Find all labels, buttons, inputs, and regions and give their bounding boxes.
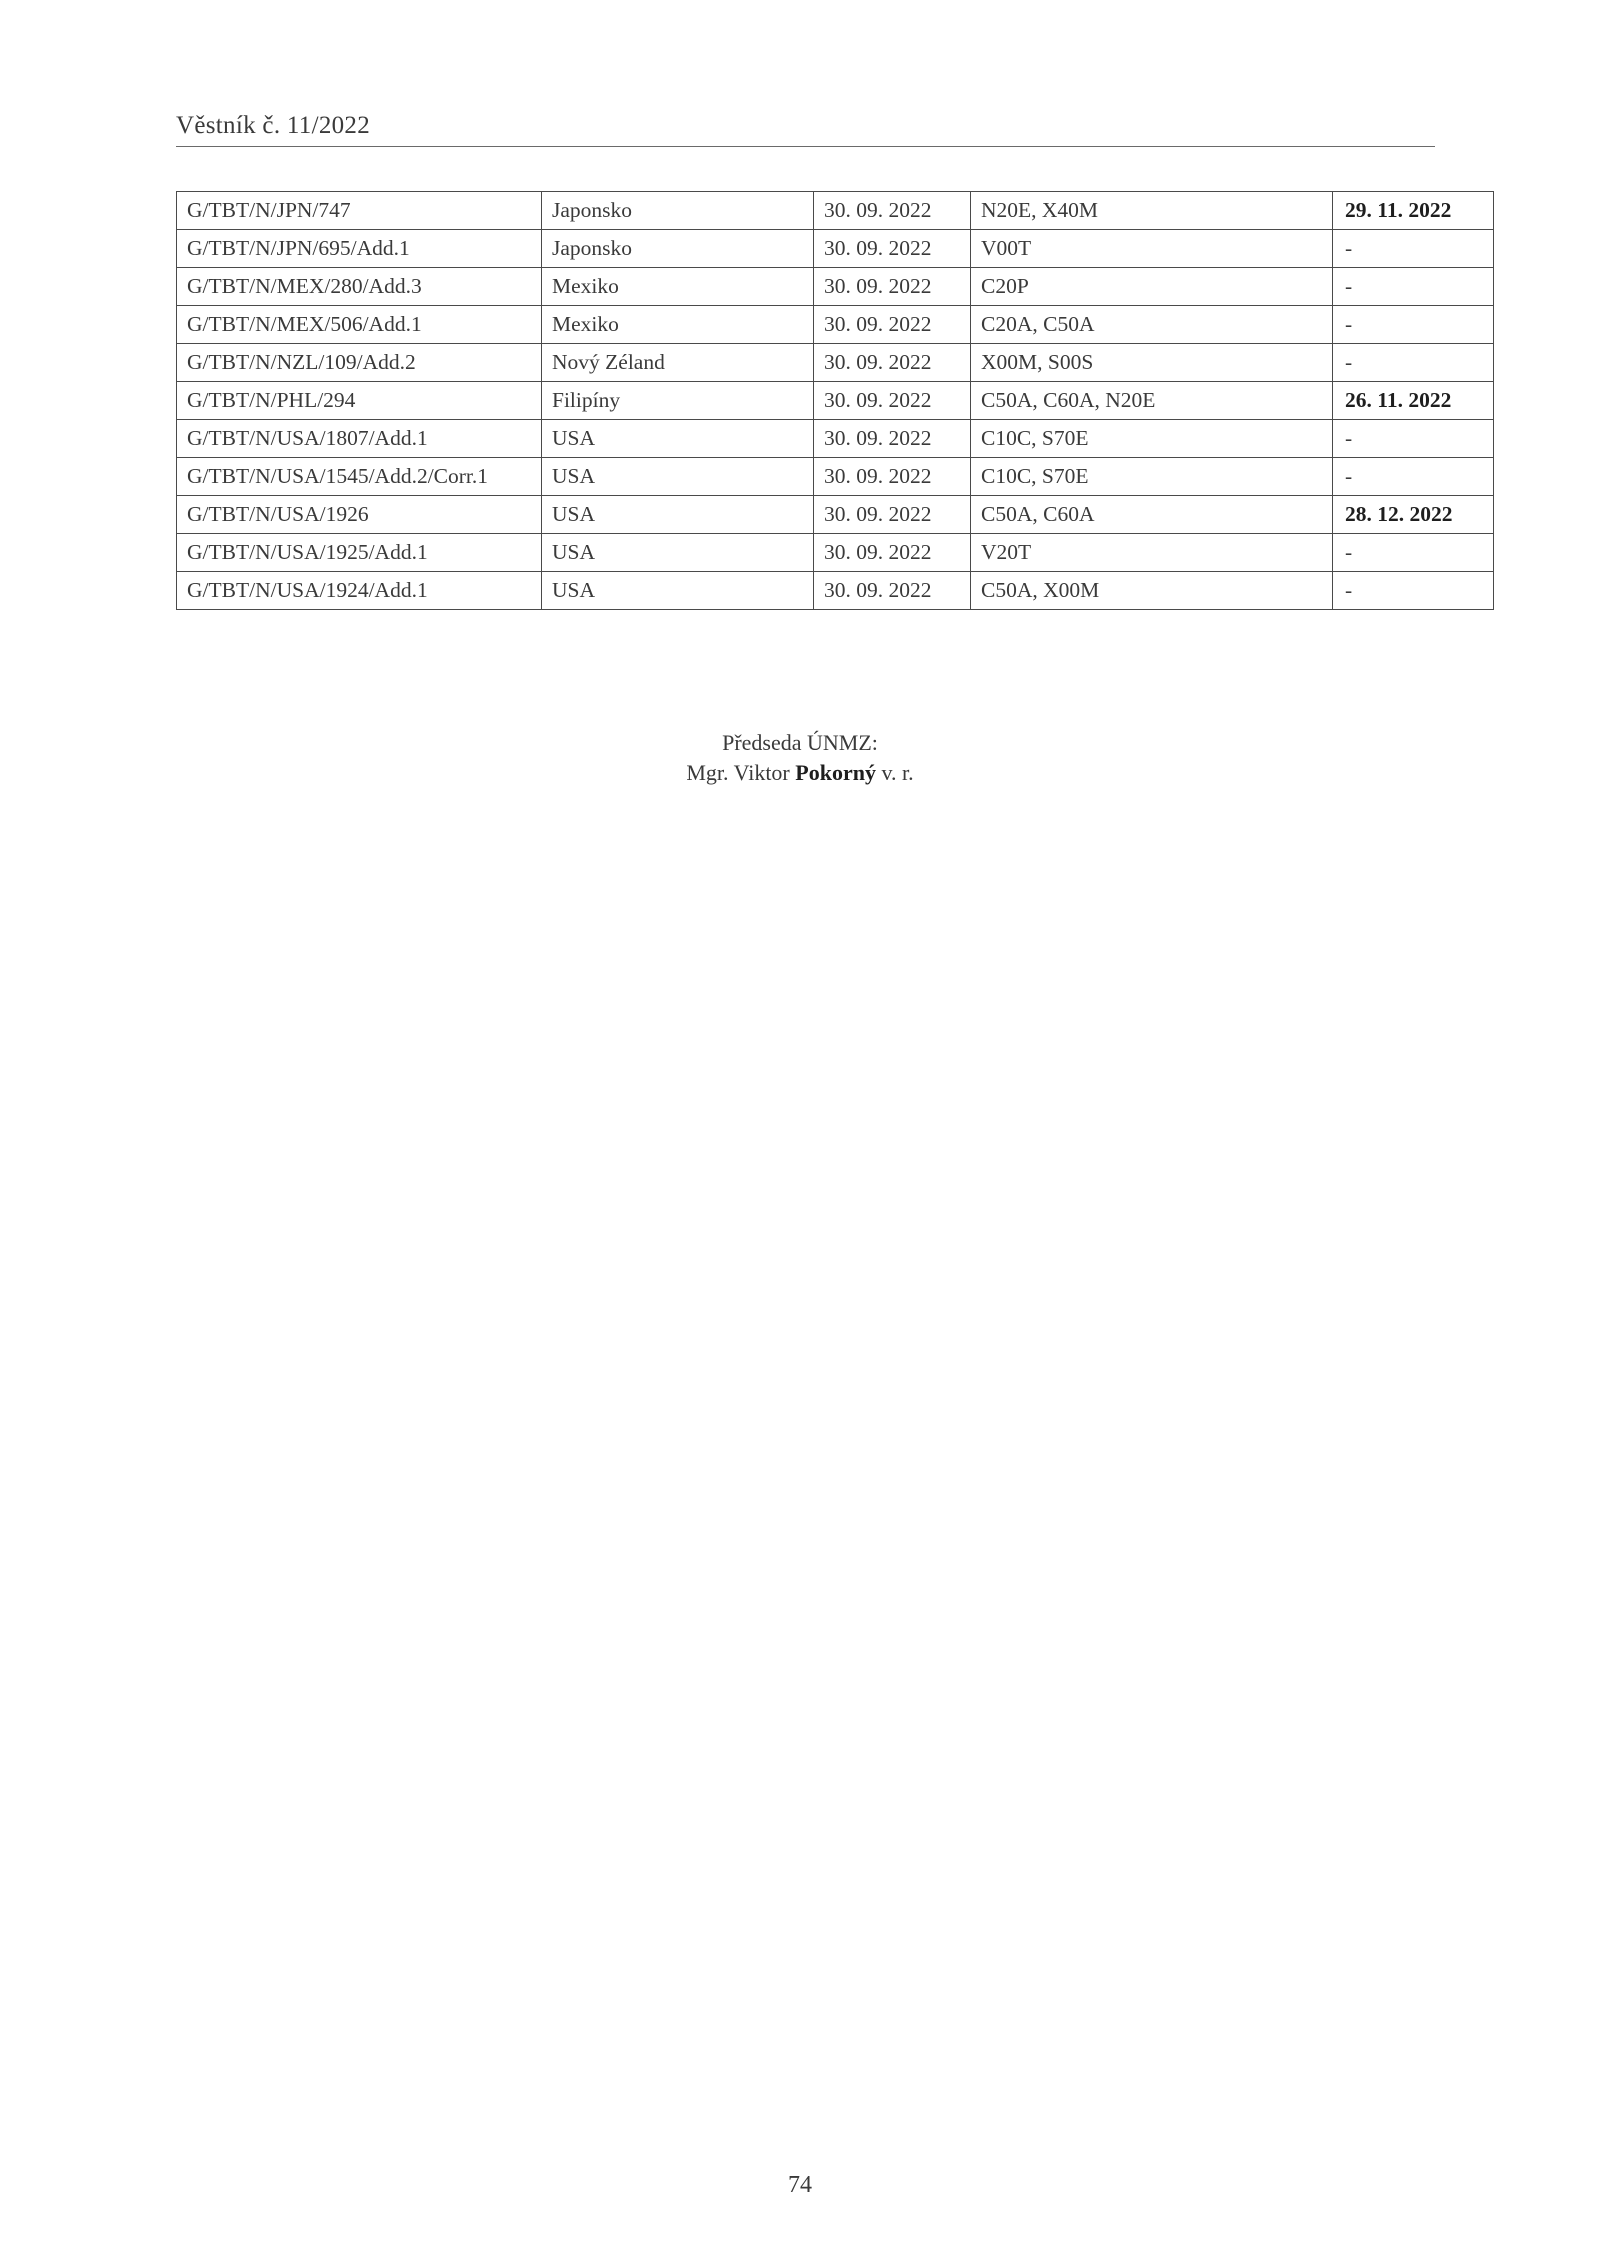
- name-suffix: v. r.: [881, 760, 914, 785]
- notification-code: G/TBT/N/USA/1807/Add.1: [177, 420, 542, 458]
- date: 30. 09. 2022: [814, 496, 971, 534]
- date: 30. 09. 2022: [814, 306, 971, 344]
- comment-deadline: -: [1333, 572, 1494, 610]
- date: 30. 09. 2022: [814, 458, 971, 496]
- date: 30. 09. 2022: [814, 192, 971, 230]
- country: Mexiko: [542, 268, 814, 306]
- comment-deadline: -: [1333, 230, 1494, 268]
- notification-code: G/TBT/N/PHL/294: [177, 382, 542, 420]
- notification-table: [176, 191, 1494, 610]
- comment-deadline: -: [1333, 268, 1494, 306]
- table-row: [177, 420, 1494, 458]
- table-row: [177, 268, 1494, 306]
- date: 30. 09. 2022: [814, 534, 971, 572]
- signatory-role: Předseda ÚNMZ:: [722, 730, 878, 755]
- ics-codes: C50A, X00M: [971, 572, 1333, 610]
- comment-deadline: -: [1333, 420, 1494, 458]
- comment-deadline: 28. 12. 2022: [1333, 496, 1494, 534]
- date: 30. 09. 2022: [814, 268, 971, 306]
- comment-deadline: 26. 11. 2022: [1333, 382, 1494, 420]
- comment-deadline: -: [1333, 534, 1494, 572]
- ics-codes: N20E, X40M: [971, 192, 1333, 230]
- table-row: [177, 572, 1494, 610]
- table-row: [177, 534, 1494, 572]
- comment-deadline: -: [1333, 306, 1494, 344]
- country: Filipíny: [542, 382, 814, 420]
- name-prefix: Mgr. Viktor: [686, 760, 790, 785]
- date: 30. 09. 2022: [814, 230, 971, 268]
- country: Nový Zéland: [542, 344, 814, 382]
- date: 30. 09. 2022: [814, 344, 971, 382]
- page-number: 74: [788, 2172, 812, 2198]
- notification-code: G/TBT/N/USA/1926: [177, 496, 542, 534]
- notification-code: G/TBT/N/MEX/506/Add.1: [177, 306, 542, 344]
- country: USA: [542, 420, 814, 458]
- notification-code: G/TBT/N/NZL/109/Add.2: [177, 344, 542, 382]
- date: 30. 09. 2022: [814, 382, 971, 420]
- table-row: [177, 458, 1494, 496]
- country: USA: [542, 496, 814, 534]
- table-row: [177, 306, 1494, 344]
- signatory-name: [0, 758, 1600, 788]
- signature-block: [0, 728, 1600, 788]
- ics-codes: V00T: [971, 230, 1333, 268]
- surname: Pokorný: [795, 760, 876, 785]
- notification-code: G/TBT/N/JPN/747: [177, 192, 542, 230]
- table-row: [177, 230, 1494, 268]
- comment-deadline: 29. 11. 2022: [1333, 192, 1494, 230]
- comment-deadline: -: [1333, 458, 1494, 496]
- date: 30. 09. 2022: [814, 420, 971, 458]
- notification-code: G/TBT/N/JPN/695/Add.1: [177, 230, 542, 268]
- notification-code: G/TBT/N/USA/1545/Add.2/Corr.1: [177, 458, 542, 496]
- table-row: [177, 192, 1494, 230]
- notification-code: G/TBT/N/USA/1925/Add.1: [177, 534, 542, 572]
- ics-codes: C10C, S70E: [971, 420, 1333, 458]
- journal-title: Věstník č. 11/2022: [176, 112, 371, 139]
- ics-codes: C20P: [971, 268, 1333, 306]
- ics-codes: V20T: [971, 534, 1333, 572]
- comment-deadline: -: [1333, 344, 1494, 382]
- country: Mexiko: [542, 306, 814, 344]
- notification-code: G/TBT/N/MEX/280/Add.3: [177, 268, 542, 306]
- ics-codes: X00M, S00S: [971, 344, 1333, 382]
- table-row: [177, 382, 1494, 420]
- notification-code: G/TBT/N/USA/1924/Add.1: [177, 572, 542, 610]
- country: USA: [542, 458, 814, 496]
- country: USA: [542, 572, 814, 610]
- ics-codes: C50A, C60A, N20E: [971, 382, 1333, 420]
- page-header: [176, 112, 1435, 147]
- table-row: [177, 496, 1494, 534]
- table-row: [177, 344, 1494, 382]
- country: USA: [542, 534, 814, 572]
- date: 30. 09. 2022: [814, 572, 971, 610]
- ics-codes: C20A, C50A: [971, 306, 1333, 344]
- country: Japonsko: [542, 230, 814, 268]
- ics-codes: C50A, C60A: [971, 496, 1333, 534]
- ics-codes: C10C, S70E: [971, 458, 1333, 496]
- country: Japonsko: [542, 192, 814, 230]
